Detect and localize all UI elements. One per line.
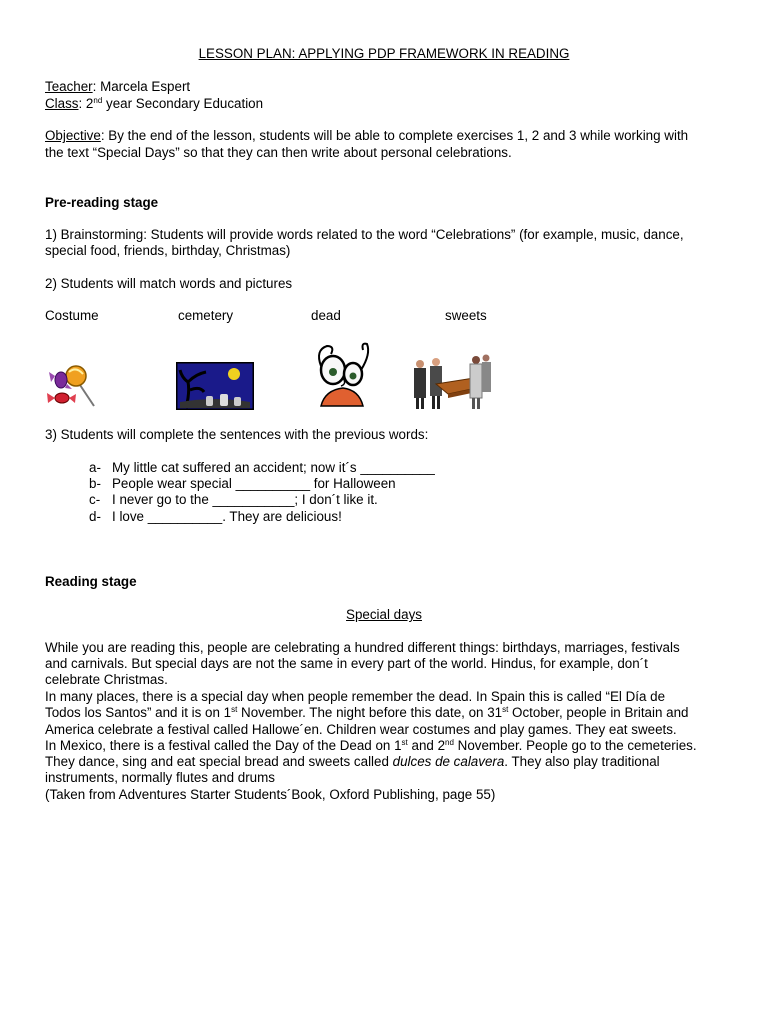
costume-glasses-icon: [309, 340, 377, 410]
source-citation: (Taken from Adventures Starter Students´Book, Oxford Publishing, page 55): [45, 787, 496, 802]
ordinal-suffix: st: [231, 705, 238, 714]
reading-text-title: Special days: [346, 607, 422, 622]
list-item-text: People wear special __________ for Halloween: [112, 476, 396, 491]
page-title: LESSON PLAN: APPLYING PDP FRAMEWORK IN READING: [198, 46, 570, 61]
objective-line-1: [45, 128, 688, 144]
ordinal-suffix: st: [401, 738, 408, 747]
reading-line-9: instruments, normally flutes and drums: [45, 770, 275, 785]
class-label: Class: [45, 96, 79, 111]
teacher-label: Teacher: [45, 79, 93, 94]
reading-line-6: America celebrate a festival called Hallowe´en. Children wear costumes and play games. They eat sweets.: [45, 722, 677, 737]
list-item-letter: c-: [89, 492, 101, 507]
teacher-line: [45, 79, 190, 95]
brainstorm-line-2: special food, friends, birthday, Christmas): [45, 243, 291, 258]
reading-line-7-part-b: and 2: [407, 738, 446, 753]
complete-instruction: 3) Students will complete the sentences with the previous words:: [45, 427, 429, 442]
italic-term: dulces de calavera: [392, 754, 505, 769]
objective-text-1: : By the end of the lesson, students will be able to complete exercises 1, 2 and 3 while working with: [100, 128, 689, 143]
brainstorm-line-1: 1) Brainstorming: Students will provide words related to the word “Celebrations” (for example, music, dance,: [45, 227, 684, 242]
match-instruction: 2) Students will match words and pictures: [45, 276, 293, 291]
reading-line-5-part-b: November. The night before this date, on 31: [237, 705, 503, 720]
reading-line-8: [45, 754, 660, 770]
list-item-letter: d-: [89, 509, 101, 524]
reading-line-8-part-b: . They also play traditional: [504, 754, 660, 769]
class-year-suffix: nd: [93, 96, 103, 105]
reading-line-5-part-a: Todos los Santos” and it is on 1: [45, 705, 232, 720]
reading-heading: Reading stage: [45, 574, 137, 589]
reading-line-3: celebrate Christmas.: [45, 672, 168, 687]
list-item-letter: b-: [89, 476, 101, 491]
objective-line-2: the text “Special Days” so that they can then write about personal celebrations.: [45, 145, 512, 160]
class-description: year Secondary Education: [102, 96, 264, 111]
list-item-text: I love __________. They are delicious!: [112, 509, 342, 524]
reading-line-7-part-a: In Mexico, there is a festival called the Day of the Dead on 1: [45, 738, 402, 753]
list-item-text: I never go to the ___________; I don´t like it.: [112, 492, 378, 507]
class-line: [45, 96, 263, 112]
reading-line-7-part-c: November. People go to the cemeteries.: [453, 738, 697, 753]
reading-line-7: [45, 738, 697, 754]
sweets-icon: [44, 356, 98, 410]
reading-line-5: [45, 705, 688, 721]
word-sweets: sweets: [445, 308, 487, 323]
reading-line-2: and carnivals. But special days are not the same in every part of the world. Hindus, for example, don´t: [45, 656, 648, 671]
ordinal-suffix: st: [502, 705, 509, 714]
reading-line-5-part-c: October, people in Britain and: [508, 705, 689, 720]
list-item-text: My little cat suffered an accident; now it´s __________: [112, 460, 435, 475]
prereading-heading: Pre-reading stage: [45, 195, 159, 210]
funeral-icon: [410, 352, 492, 410]
reading-line-1: While you are reading this, people are celebrating a hundred different things: birthdays, marriages, festivals: [45, 640, 680, 655]
ordinal-suffix: nd: [445, 738, 454, 747]
list-item-letter: a-: [89, 460, 101, 475]
reading-line-8-part-a: They dance, sing and eat special bread and sweets called: [45, 754, 393, 769]
word-dead: dead: [311, 308, 341, 323]
objective-label: Objective: [45, 128, 101, 143]
word-costume: Costume: [45, 308, 99, 323]
cemetery-icon: [176, 362, 254, 410]
teacher-name: : Marcela Espert: [92, 79, 191, 94]
word-cemetery: cemetery: [178, 308, 234, 323]
class-year-number: : 2: [78, 96, 94, 111]
reading-line-4: In many places, there is a special day when people remember the dead. In Spain this is called “El Día de: [45, 689, 666, 704]
